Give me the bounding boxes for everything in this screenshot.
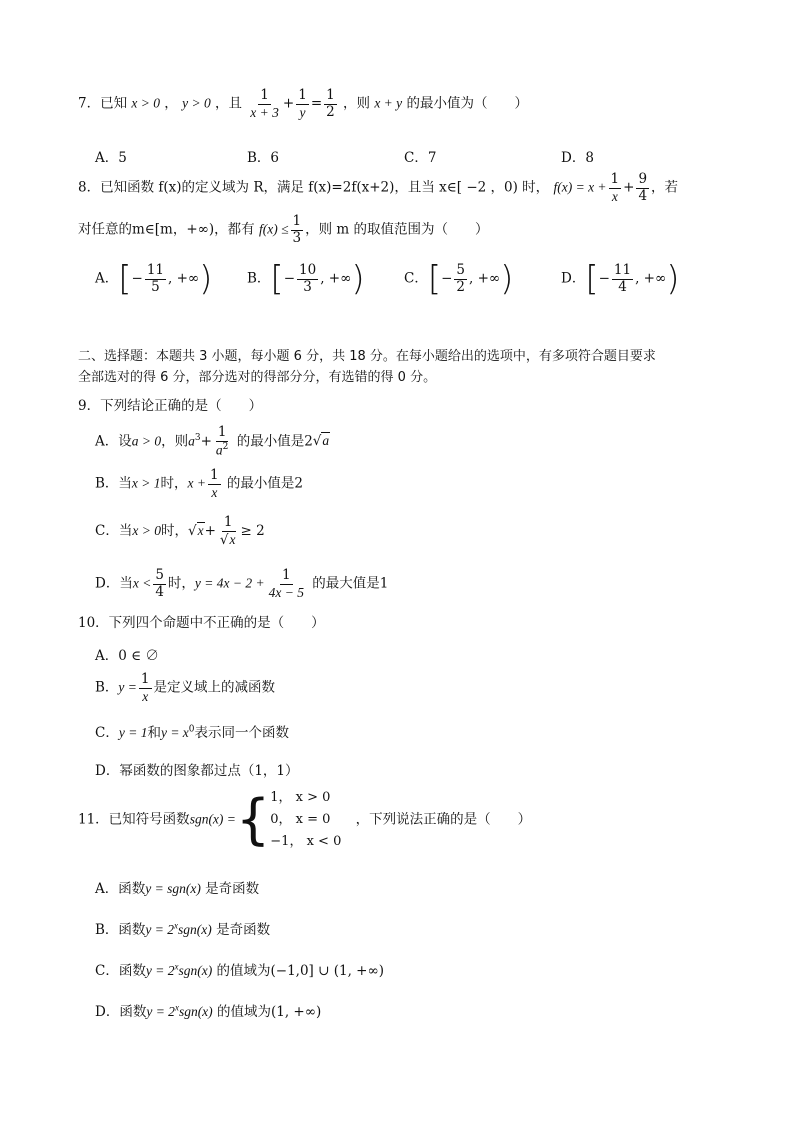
- sqrt: √a: [312, 433, 330, 450]
- question-9-stem: 9．下列结论正确的是（ ）: [78, 398, 263, 414]
- section-2-heading-line-2: 全部选对的得 6 分，部分选对的得部分分，有选错的得 0 分。: [78, 370, 437, 385]
- question-8-line-2: 对任意的m∈[m，+∞)，都有 f(x) ≤ $\frac{1}{3}$ ，则 m 的取值范围为（ ）: [78, 213, 489, 246]
- q7-option-c: C．7: [404, 150, 437, 166]
- left-brace: {: [235, 788, 271, 851]
- fraction: $\frac{1}{x}$: [210, 467, 219, 500]
- q10-option-c: C．y = 1和$y = x^0$表示同一个函数: [95, 724, 290, 741]
- q11-option-a: A．函数y = sgn(x) 是奇函数: [95, 881, 260, 897]
- q10-option-a: A．0 ∈ ∅: [95, 648, 159, 664]
- fraction: $\frac{1}{x}$: [140, 671, 150, 704]
- q8-option-b: B．[− $\frac{10}{3}$ , +∞): [247, 259, 365, 299]
- fraction: $\frac{5}{4}$: [155, 567, 164, 600]
- fraction: $\frac{11}{4}$: [613, 261, 632, 295]
- fraction: $\frac{11}{5}$: [146, 261, 165, 295]
- q10-option-d: D．幂函数的图象都过点（1，1）: [95, 763, 299, 779]
- section-2-heading-line-1: 二、选择题：本题共 3 小题，每小题 6 分，共 18 分。在每小题给出的选项中，有多项符合题目要求: [78, 349, 656, 364]
- q8-option-a: A．[− $\frac{11}{5}$ , +∞): [95, 259, 213, 299]
- fraction: $\frac{1}{√x}$: [219, 514, 236, 548]
- q11-option-b: B．函数$y = 2^xsgn(x)$ 是奇函数: [95, 920, 271, 938]
- piecewise-cases: 1， x > 0 0， x = 0 −1， x < 0: [270, 790, 342, 849]
- question-10-stem: 10．下列四个命题中不正确的是（ ）: [78, 615, 325, 631]
- q7-option-d: D．8: [561, 150, 594, 166]
- q7-option-a: A．5: [95, 150, 127, 166]
- q8-number: 8．: [78, 179, 101, 196]
- q9-option-d: D．当x < $\frac{5}{4}$ 时，y = 4x − 2 + $\frac{1}{4x - 5}$ 的最大值是1: [95, 567, 389, 600]
- fraction: $\frac{1}{x + 3}$: [250, 87, 279, 120]
- question-7: 7．已知 x > 0 ， y > 0 ，且 $\frac{1}{x + 3}$ + $\frac{1}{y}$ = $\frac{1}{2}$ ，则 x + y 的最小值为（ ）: [78, 87, 528, 120]
- q9-option-a: A．设a > 0，则$a^3+$ $\frac{1}{a^2}$ 的最小值是2√a: [95, 424, 330, 458]
- q7-number: 7．: [78, 95, 101, 112]
- fraction: $\frac{1}{4x - 5}$: [268, 567, 304, 600]
- fraction: $\frac{9}{4}$: [638, 171, 648, 204]
- fraction: $\frac{1}{2}$: [326, 87, 335, 120]
- q7-option-b: B．6: [247, 150, 280, 166]
- question-11-stem: 11．已知符号函数sgn(x) ={ 1， x > 0 0， x = 0 −1， x < 0 ，下列说法正确的是（ ）: [78, 788, 532, 851]
- question-8-line-1: 8．已知函数 f(x)的定义域为 R，满足 f(x)=2f(x+2)，且当 x∈[ −2 ，0) 时， f(x) = x + $\frac{1}{x}$ + $\frac{9}{4}$ ，若: [78, 171, 679, 204]
- q11-option-d: D．函数$y = 2^xsgn(x)$ 的值域为(1, +∞): [95, 1002, 322, 1020]
- q11-option-c: C．函数$y = 2^xsgn(x)$ 的值域为(−1,0] ∪ (1, +∞): [95, 961, 384, 979]
- fraction: $\frac{1}{3}$: [292, 213, 302, 246]
- q9-option-c: C．当x > 0时，√x+ $\frac{1}{√x}$ ≥ 2: [95, 514, 265, 548]
- fraction: $\frac{10}{3}$: [299, 261, 317, 295]
- sqrt: √x: [187, 523, 204, 540]
- fraction: $\frac{1}{a^2}$: [215, 424, 229, 458]
- q9-option-b: B．当x > 1时，x + $\frac{1}{x}$ 的最小值是2: [95, 467, 303, 500]
- q8-option-d: D．[− $\frac{11}{4}$ , +∞): [561, 259, 680, 299]
- q8-option-c: C．[− $\frac{5}{2}$ , +∞): [404, 259, 514, 299]
- fraction: $\frac{1}{x}$: [610, 171, 620, 204]
- fraction: $\frac{1}{y}$: [298, 87, 307, 120]
- fraction: $\frac{5}{2}$: [456, 261, 466, 295]
- q10-option-b: B．y = $\frac{1}{x}$ 是定义域上的减函数: [95, 671, 275, 704]
